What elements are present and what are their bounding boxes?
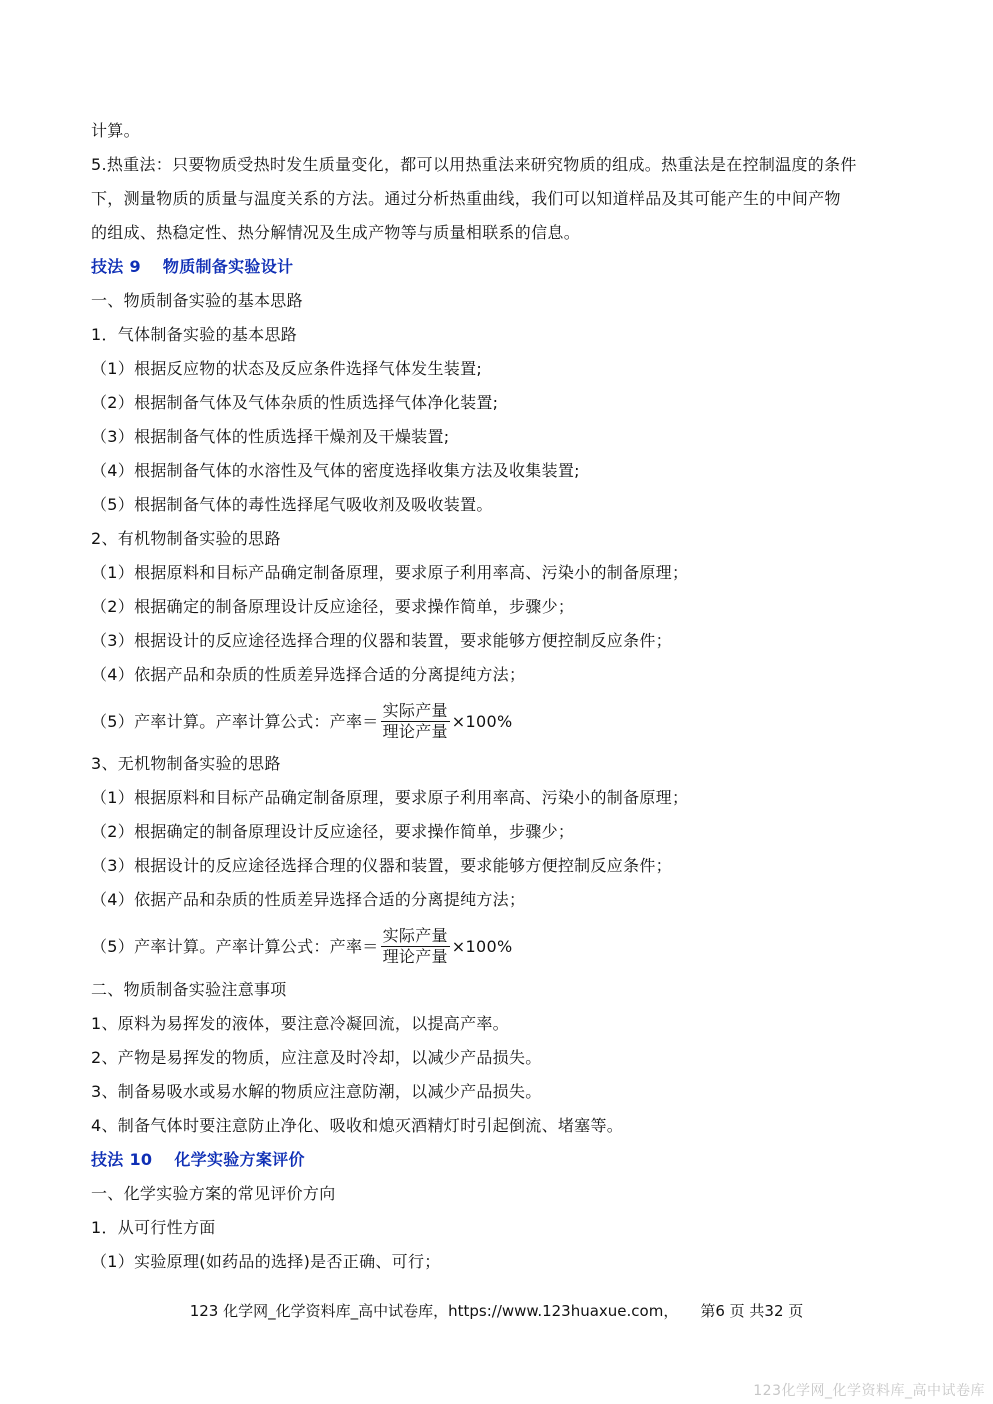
section-heading	[91, 257, 905, 277]
text-line: （3）根据制备气体的性质选择干燥剂及干燥装置;	[91, 427, 450, 446]
footer-page-number: 第6 页 共32 页	[700, 1302, 804, 1320]
footer-site: 123 化学网_化学资料库_高中试卷库，https://www.123huaxue.com，	[189, 1302, 679, 1320]
heading-number: 技法 9	[91, 257, 141, 276]
text-line: （4）根据制备气体的水溶性及气体的密度选择收集方法及收集装置;	[91, 461, 580, 480]
formula-prefix: （5）产率计算。产率计算公式：产率＝	[91, 936, 379, 956]
text-line: 1．从可行性方面	[91, 1218, 216, 1237]
text-line: 3、无机物制备实验的思路	[91, 754, 281, 773]
text-line: 5.热重法：只要物质受热时发生质量变化，都可以用热重法来研究物质的组成。热重法是在控制温度的条件	[91, 155, 857, 174]
formula-prefix: （5）产率计算。产率计算公式：产率＝	[91, 711, 379, 731]
text-line: （1）实验原理(如药品的选择)是否正确、可行；	[91, 1252, 441, 1271]
text-line: （3）根据设计的反应途径选择合理的仪器和装置，要求能够方便控制反应条件；	[91, 856, 672, 875]
fraction-numerator: 实际产量	[382, 926, 448, 945]
text-line: （1）根据原料和目标产品确定制备原理，要求原子利用率高、污染小的制备原理；	[91, 788, 689, 807]
text-line: （2）根据制备气体及气体杂质的性质选择气体净化装置;	[91, 393, 499, 412]
heading-number: 技法 10	[91, 1150, 153, 1169]
text-line: 一、物质制备实验的基本思路	[91, 291, 303, 310]
text-line: （1）根据原料和目标产品确定制备原理，要求原子利用率高、污染小的制备原理；	[91, 563, 689, 582]
fraction	[381, 926, 450, 967]
text-line: 二、物质制备实验注意事项	[91, 980, 287, 999]
fraction	[381, 701, 450, 742]
section-heading	[91, 1150, 905, 1170]
text-line: 2、有机物制备实验的思路	[91, 529, 281, 548]
text-line: （2）根据确定的制备原理设计反应途径，要求操作简单，步骤少；	[91, 822, 575, 841]
fraction-denominator: 理论产量	[382, 947, 448, 966]
text-line: 2、产物是易挥发的物质，应注意及时冷却，以减少产品损失。	[91, 1048, 542, 1067]
text-line: （4）依据产品和杂质的性质差异选择合适的分离提纯方法；	[91, 890, 526, 909]
text-line: （1）根据反应物的状态及反应条件选择气体发生装置;	[91, 359, 483, 378]
text-line: （3）根据设计的反应途径选择合理的仪器和装置，要求能够方便控制反应条件；	[91, 631, 672, 650]
watermark: 123化学网_化学资料库_高中试卷库	[753, 1383, 985, 1399]
text-line: （5）根据制备气体的毒性选择尾气吸收剂及吸收装置。	[91, 495, 493, 514]
text-line: 下，测量物质的质量与温度关系的方法。通过分析热重曲线，我们可以知道样品及其可能产生的中间产物	[91, 189, 841, 208]
text-line: 一、化学实验方案的常见评价方向	[91, 1184, 336, 1203]
text-line: 的组成、热稳定性、热分解情况及生成产物等与质量相联系的信息。	[91, 223, 581, 242]
heading-title: 物质制备实验设计	[162, 257, 294, 276]
text-line: 4、制备气体时要注意防止净化、吸收和熄灭酒精灯时引起倒流、堵塞等。	[91, 1116, 624, 1135]
formula-suffix: ×100%	[451, 936, 513, 956]
formula-suffix: ×100%	[451, 711, 513, 731]
text-line: （2）根据确定的制备原理设计反应途径，要求操作简单，步骤少；	[91, 597, 575, 616]
fraction-denominator: 理论产量	[382, 722, 448, 741]
page-footer	[0, 1301, 993, 1321]
yield-formula	[91, 926, 905, 967]
text-line: 1、原料为易挥发的液体，要注意冷凝回流，以提高产率。	[91, 1014, 509, 1033]
heading-title: 化学实验方案评价	[174, 1150, 305, 1169]
fraction-numerator: 实际产量	[382, 701, 448, 720]
yield-formula	[91, 701, 905, 742]
text-line: 3、制备易吸水或易水解的物质应注意防潮，以减少产品损失。	[91, 1082, 542, 1101]
text-line: 1．气体制备实验的基本思路	[91, 325, 298, 344]
text-line: 计算。	[91, 121, 140, 140]
text-line: （4）依据产品和杂质的性质差异选择合适的分离提纯方法；	[91, 665, 526, 684]
